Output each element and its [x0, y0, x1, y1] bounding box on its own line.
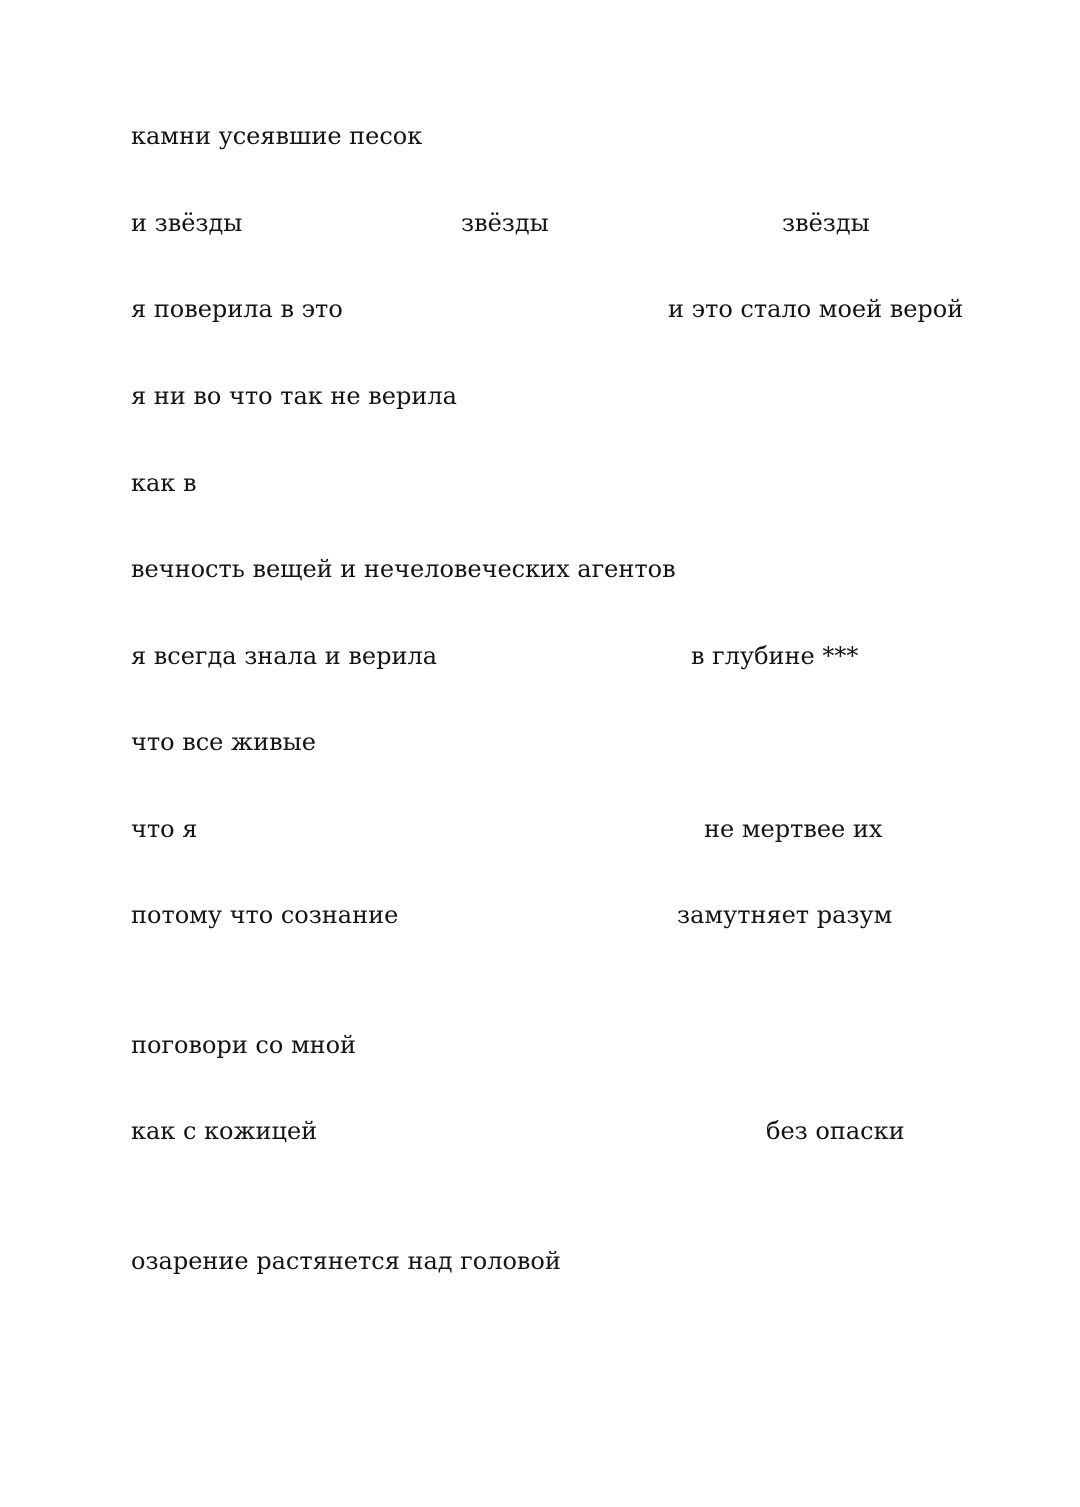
poem-fragment: как с кожицей — [131, 1117, 318, 1145]
poem-line-8 — [0, 726, 1080, 766]
poem-line-2 — [0, 207, 1080, 247]
poem-fragment: что я — [131, 815, 198, 843]
poem-fragment: я поверила в это — [131, 295, 343, 323]
poem-fragment: без опаски — [766, 1117, 905, 1145]
poem-line-6 — [0, 553, 1080, 593]
poem-fragment: как в — [131, 469, 197, 497]
poem-line-11 — [0, 1029, 1080, 1069]
poem-line-5 — [0, 467, 1080, 507]
poem-fragment: поговори со мной — [131, 1031, 357, 1059]
poem-fragment: камни усеявшие песок — [131, 122, 423, 150]
poem-fragment: не мертвее их — [704, 815, 883, 843]
poem-fragment: вечность вещей и нечеловеческих агентов — [131, 555, 676, 583]
poem-line-7 — [0, 640, 1080, 680]
poem-line-3 — [0, 293, 1080, 333]
poem-line-1 — [0, 120, 1080, 160]
poem-fragment: я ни во что так не верила — [131, 382, 457, 410]
poem-fragment: замутняет разум — [677, 901, 893, 929]
poem-line-12 — [0, 1115, 1080, 1155]
poem-fragment: озарение растянется над головой — [131, 1247, 561, 1275]
poem-line-13 — [0, 1245, 1080, 1285]
poem-line-4 — [0, 380, 1080, 420]
poem-fragment: я всегда знала и верила — [131, 642, 438, 670]
poem-line-10 — [0, 899, 1080, 939]
poem-fragment: и звёзды — [131, 209, 243, 237]
poem-fragment: что все живые — [131, 728, 316, 756]
poem-fragment: звёзды — [461, 209, 549, 237]
poem-fragment: потому что сознание — [131, 901, 399, 929]
poem-line-9 — [0, 813, 1080, 853]
poem-fragment: и это стало моей верой — [668, 295, 964, 323]
poem-fragment: звёзды — [782, 209, 870, 237]
poem-fragment: в глубине *** — [691, 642, 859, 670]
